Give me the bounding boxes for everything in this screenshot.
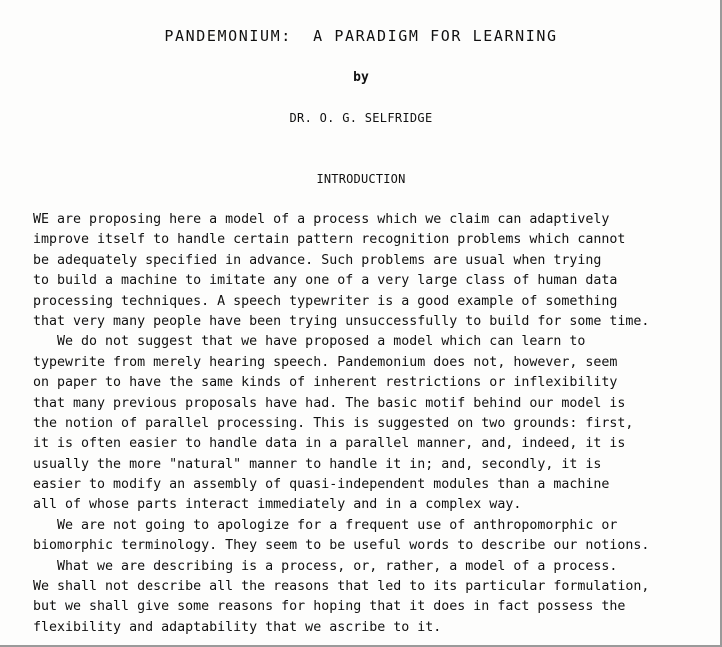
- text-line: processing techniques. A speech typewriter is a good example of something: [33, 293, 618, 309]
- body-text: [33, 210, 703, 638]
- text-line: that many previous proposals have had. The basic motif behind our model is: [33, 395, 626, 411]
- text-line: that very many people have been trying unsuccessfully to build for some time.: [33, 313, 650, 329]
- text-line: it is often easier to handle data in a parallel manner, and, indeed, it is: [33, 436, 626, 452]
- text-line: all of whose parts interact immediately and in a complex way.: [33, 497, 522, 513]
- text-line: easier to modify an assembly of quasi-independent modules than a machine: [33, 477, 610, 493]
- text-line: improve itself to handle certain pattern recognition problems which cannot: [33, 232, 626, 248]
- text-line: We do not suggest that we have proposed a model which can learn to: [33, 334, 586, 350]
- section-heading-introduction: INTRODUCTION: [316, 172, 406, 186]
- byline: by: [353, 70, 369, 85]
- text-line: biomorphic terminology. They seem to be useful words to describe our notions.: [33, 538, 650, 554]
- text-line: flexibility and adaptability that we ascribe to it.: [33, 619, 442, 635]
- text-line: typewrite from merely hearing speech. Pandemonium does not, however, seem: [33, 354, 618, 370]
- text-line: be adequately specified in advance. Such problems are usual when trying: [33, 252, 602, 268]
- author-name: DR. O. G. SELFRIDGE: [289, 111, 433, 125]
- text-line: We are not going to apologize for a frequent use of anthropomorphic or: [33, 517, 618, 533]
- text-line: the notion of parallel processing. This is suggested on two grounds: first,: [33, 415, 634, 431]
- text-line: usually the more "natural" manner to handle it in; and, secondly, it is: [33, 456, 602, 472]
- paper-title: PANDEMONIUM: A PARADIGM FOR LEARNING: [164, 27, 558, 45]
- text-line: WE are proposing here a model of a process which we claim can adaptively: [33, 212, 610, 227]
- text-line: We shall not describe all the reasons that led to its particular formulation,: [33, 579, 650, 595]
- text-line: on paper to have the same kinds of inherent restrictions or inflexibility: [33, 375, 618, 391]
- text-line: but we shall give some reasons for hoping that it does in fact possess the: [33, 599, 626, 615]
- text-line: What we are describing is a process, or, rather, a model of a process.: [33, 558, 618, 574]
- text-line: to build a machine to imitate any one of a very large class of human data: [33, 273, 618, 289]
